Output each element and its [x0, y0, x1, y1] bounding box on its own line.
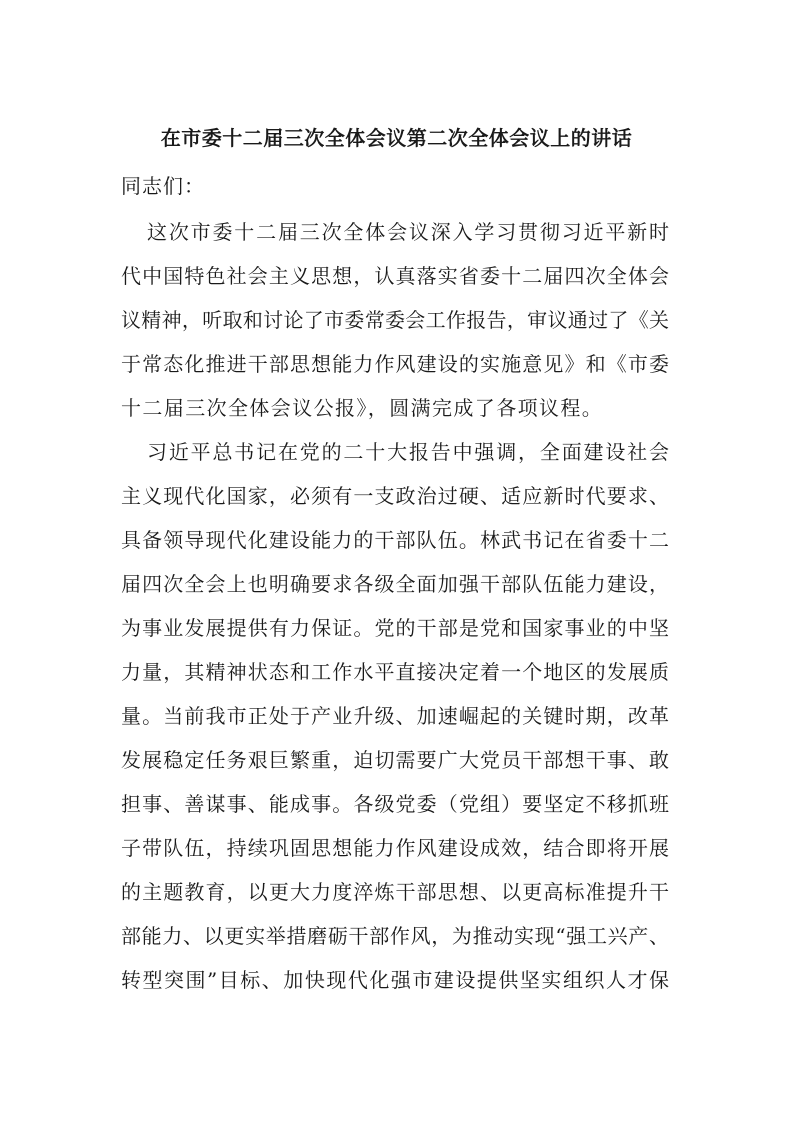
paragraph-line: 代中国特色社会主义思想，认真落实省委十二届四次全体会: [121, 264, 669, 288]
paragraph-line: 十二届三次全体会议公报》，圆满完成了各项议程。: [121, 396, 604, 420]
paragraph-line: 力量，其精神状态和工作水平直接决定着一个地区的发展质: [121, 660, 669, 684]
paragraph-line: 部能力、以更实举措磨砺干部作风，为推动实现“强工兴产、: [121, 924, 669, 948]
paragraph-line: 主义现代化国家，必须有一支政治过硬、适应新时代要求、: [121, 484, 669, 508]
paragraph-line: 届四次全会上也明确要求各级全面加强干部队伍能力建设，: [121, 572, 669, 596]
paragraph-line: 具备领导现代化建设能力的干部队伍。林武书记在省委十二: [121, 528, 669, 552]
speech-title: 在市委十二届三次全体会议第二次全体会议上的讲话: [160, 126, 633, 150]
paragraph-line: 发展稳定任务艰巨繁重，迫切需要广大党员干部想干事、敢: [121, 748, 669, 772]
paragraph-line: 于常态化推进干部思想能力作风建设的实施意见》和《市委: [121, 352, 669, 376]
paragraph-line: 的主题教育，以更大力度淬炼干部思想、以更高标准提升干: [121, 880, 669, 904]
paragraph-line: 议精神，听取和讨论了市委常委会工作报告，审议通过了《关: [121, 308, 669, 332]
salutation: 同志们：: [121, 174, 205, 198]
paragraph-line: 习近平总书记在党的二十大报告中强调，全面建设社会: [147, 440, 669, 464]
paragraph-line: 这次市委十二届三次全体会议深入学习贯彻习近平新时: [147, 220, 669, 244]
paragraph-line: 转型突围”目标、加快现代化强市建设提供坚实组织人才保: [121, 968, 669, 992]
paragraph-line: 量。当前我市正处于产业升级、加速崛起的关键时期，改革: [121, 704, 669, 728]
paragraph-line: 担事、善谋事、能成事。各级党委（党组）要坚定不移抓班: [121, 792, 669, 816]
paragraph-line: 为事业发展提供有力保证。党的干部是党和国家事业的中坚: [121, 616, 669, 640]
paragraph-line: 子带队伍，持续巩固思想能力作风建设成效，结合即将开展: [121, 836, 669, 860]
